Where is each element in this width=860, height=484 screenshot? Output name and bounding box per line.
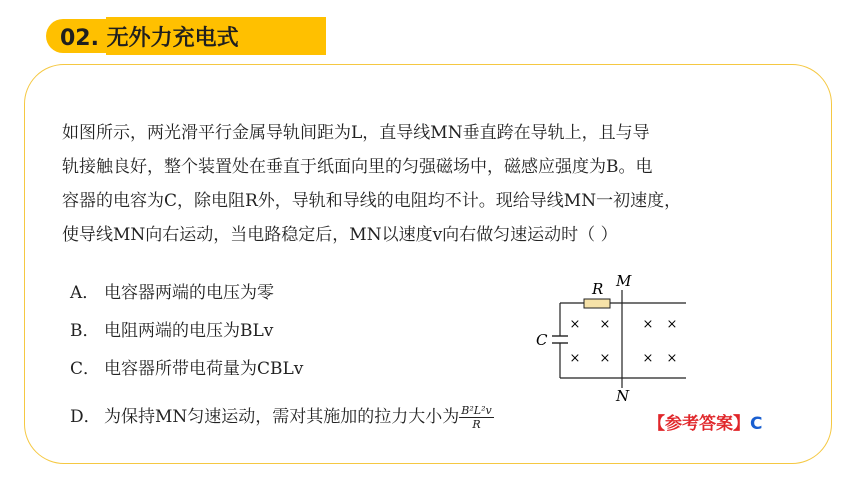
field-symbol: ×: [666, 317, 678, 332]
option-d-key: D．: [70, 407, 101, 427]
question-line-1: 如图所示，两光滑平行金属导轨间距为L，直导线MN垂直跨在导轨上，且与导: [62, 123, 650, 143]
section-title-tab: [46, 17, 326, 55]
option-d-text: 为保持MN匀速运动，需对其施加的拉力大小为: [104, 407, 460, 427]
force-formula: [459, 404, 493, 431]
answer-value: C: [750, 414, 763, 434]
option-c-text: 电容器所带电荷量为CBLv: [104, 359, 304, 379]
question-line-4: 使导线MN向右运动，当电路稳定后，MN以速度v向右做匀速运动时（ ）: [62, 225, 618, 245]
circuit-diagram: [520, 270, 700, 410]
question-line-2: 轨接触良好，整个装置处在垂直于纸面向里的匀强磁场中，磁感应强度为B。电: [62, 157, 653, 177]
option-c-key: C．: [70, 359, 101, 379]
field-symbol: ×: [666, 351, 678, 366]
option-b[interactable]: [70, 316, 273, 341]
field-symbol: ×: [599, 317, 611, 332]
field-symbol: ×: [569, 317, 581, 332]
field-symbol: ×: [642, 351, 654, 366]
option-c[interactable]: [70, 354, 303, 379]
field-symbol: ×: [642, 317, 654, 332]
field-symbol: ×: [599, 351, 611, 366]
label-c: C: [536, 331, 548, 349]
option-b-text: 电阻两端的电压为BLv: [104, 321, 274, 341]
field-symbol: ×: [569, 351, 581, 366]
option-d[interactable]: [70, 402, 494, 431]
formula-numerator: B²L²v: [461, 404, 492, 417]
label-m: M: [616, 272, 632, 290]
label-n: N: [616, 387, 630, 405]
answer-label: 【参考答案】: [648, 414, 750, 434]
option-a-text: 电容器两端的电压为零: [104, 283, 274, 303]
formula-denominator: R: [472, 418, 481, 431]
resistor: [584, 299, 610, 308]
option-a-key: A．: [70, 283, 100, 303]
option-a[interactable]: [70, 278, 274, 303]
section-title: 02. 无外力充电式: [60, 26, 239, 51]
label-r: R: [592, 280, 604, 298]
reference-answer: [648, 409, 762, 434]
question-line-3: 容器的电容为C，除电阻R外，导轨和导线的电阻均不计。现给导线MN一初速度，: [62, 191, 682, 211]
option-b-key: B．: [70, 321, 100, 341]
